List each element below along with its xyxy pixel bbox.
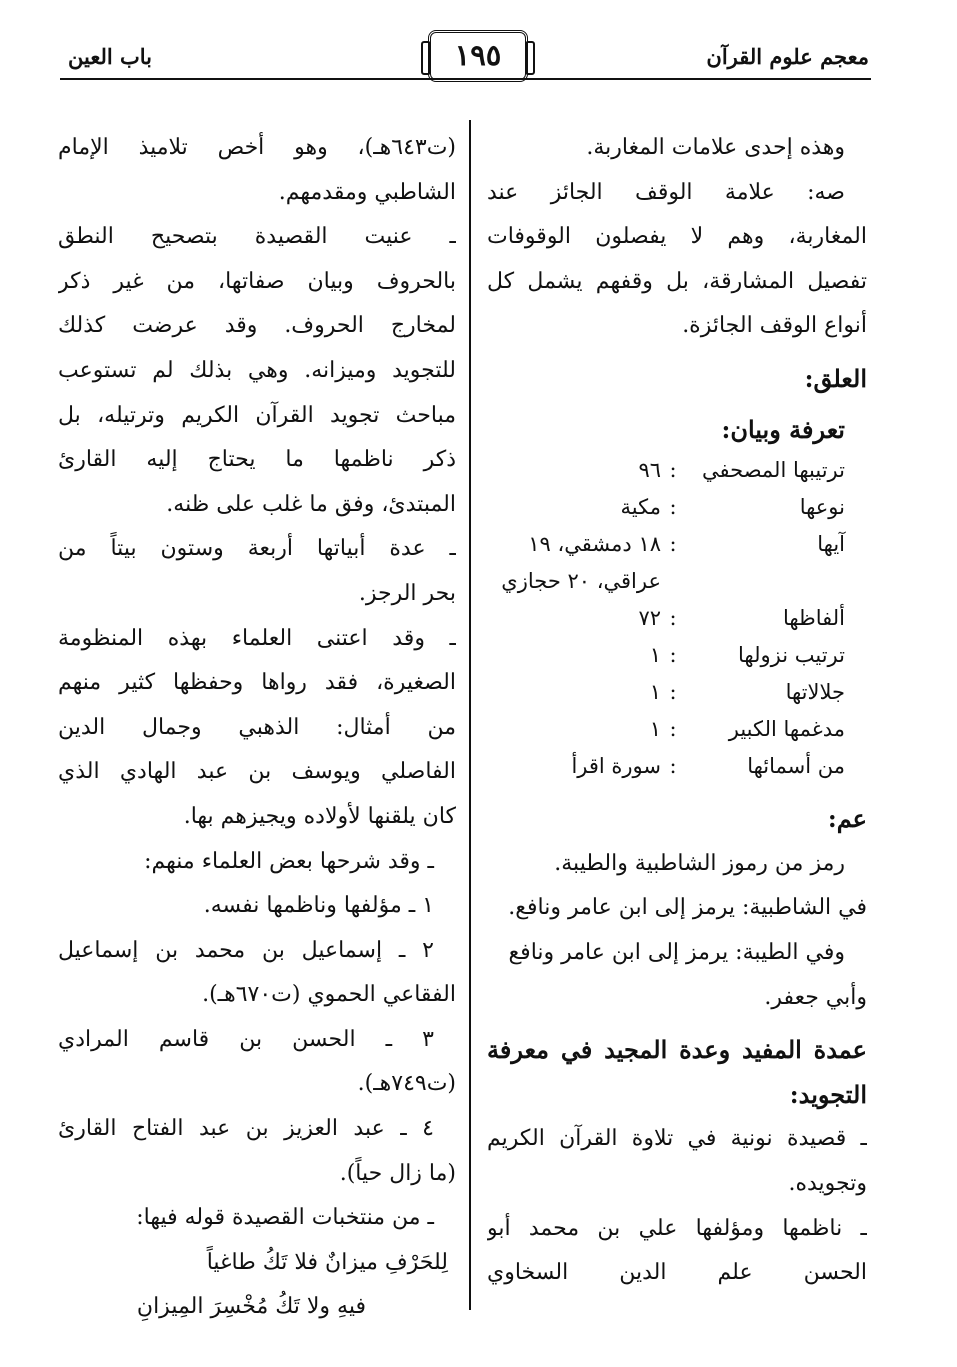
text-line: (ت٧٤٩هـ). bbox=[357, 1071, 456, 1097]
info-label: جلالاتها bbox=[785, 680, 845, 705]
info-value: ١ bbox=[649, 680, 661, 705]
info-row bbox=[487, 600, 867, 637]
info-colon: : bbox=[669, 643, 677, 668]
text-line: في الشاطبية: يرمز إلى ابن عامر ونافع. bbox=[508, 895, 867, 921]
info-value: ١ bbox=[649, 717, 661, 742]
header-rule bbox=[60, 78, 871, 80]
entry-title-am: عم: bbox=[827, 804, 867, 834]
info-row bbox=[487, 452, 867, 489]
text-line: من أمثال: الذهبي وجمال الدين bbox=[58, 714, 456, 740]
text-line: (ت٦٤٣هـ)، وهو أخص تلاميذ الإمام bbox=[58, 135, 456, 160]
info-label: من أسمائها bbox=[747, 754, 845, 779]
info-label: آيها bbox=[817, 532, 845, 557]
verse-line: فيهِ ولا تَكُ مُخْسِرَ المِيزانِ bbox=[136, 1294, 366, 1320]
text-line: لمخارج الحروف. وقد عرضت كذلك bbox=[58, 313, 456, 339]
text-line: ـ من منتخبات القصيدة قوله فيها: bbox=[136, 1205, 434, 1231]
text-line: بحر الرجز. bbox=[358, 580, 456, 606]
info-row bbox=[487, 748, 867, 785]
page-number: ١٩٥ bbox=[428, 30, 528, 82]
text-line: المبتدئ، وفق ما غلب على ظنه. bbox=[166, 491, 456, 517]
info-label: ترتيبها المصحفي bbox=[702, 458, 845, 483]
text-line: ١ ـ مؤلفها وناظمها نفسه. bbox=[203, 893, 434, 919]
text-line: ـ ناظمها ومؤلفها علي بن محمد أبو bbox=[487, 1215, 867, 1241]
verse-line: لِلحَرْفِ ميزانٌ فلا تَكُ طاغياً bbox=[206, 1249, 448, 1275]
text-line: بالحروف وبيان صفاتها، من غير ذكر bbox=[58, 268, 456, 294]
text-line: ٤ ـ عبد العزيز بن عبد الفتاح القارئ bbox=[58, 1116, 434, 1142]
info-row bbox=[487, 711, 867, 748]
text-line: صه: علامة الوقف الجائز عند bbox=[487, 179, 845, 205]
info-colon: : bbox=[669, 458, 677, 483]
entry-title-umda: عمدة المفيد وعدة المجيد في معرفة bbox=[487, 1035, 867, 1065]
info-row bbox=[487, 526, 867, 600]
surah-info-table bbox=[487, 452, 867, 785]
text-line: وأبي جعفر. bbox=[764, 984, 867, 1010]
text-line: مباحث تجويد القرآن الكريم وترتيله، بل bbox=[58, 402, 456, 428]
text-line: للتجويد وميزانه. وهي بذلك لم تستوعب bbox=[58, 357, 456, 383]
book-title: معجم علوم القرآن bbox=[706, 44, 869, 69]
text-line: وفي الطيبة: يرمز إلى ابن عامر ونافع bbox=[508, 939, 845, 965]
text-line: الفقاعي الحموي (ت٦٧٠هـ). bbox=[202, 982, 456, 1008]
info-colon: : bbox=[669, 680, 677, 705]
text-line: الحسن علم الدين السخاوي bbox=[487, 1260, 867, 1286]
text-line: وهذه إحدى علامات المغاربة. bbox=[586, 135, 845, 160]
text-line: الشاطبي ومقدمهم. bbox=[278, 179, 456, 205]
info-value: مكية bbox=[620, 495, 661, 520]
text-line: ـ وقد اعتنى العلماء بهذه المنظومة bbox=[58, 625, 456, 651]
text-line: ـ وقد شرحها بعض العلماء منهم: bbox=[144, 848, 434, 874]
text-line: ـ عنيت القصيدة بتصحيح النطق bbox=[58, 224, 456, 250]
info-row bbox=[487, 674, 867, 711]
text-line: أنواع الوقف الجائزة. bbox=[682, 313, 867, 339]
info-colon: : bbox=[669, 532, 677, 557]
right-column bbox=[487, 126, 867, 1296]
info-value: ٩٦ bbox=[638, 458, 661, 483]
info-colon: : bbox=[669, 606, 677, 631]
info-label: مدغمها الكبير bbox=[728, 717, 845, 742]
text-line: المغاربة، وهم لا يفصلون الوقوفات bbox=[487, 224, 867, 250]
text-line: ٣ ـ الحسن بن قاسم المرادي bbox=[58, 1026, 434, 1052]
text-line: ـ عدة أبياتها أربعة وستون بيتاً من bbox=[58, 536, 456, 562]
text-line: ـ قصيدة نونية في تلاوة القرآن الكريم bbox=[487, 1126, 867, 1152]
info-value: ١٨ دمشقي، ١٩ عراقي، ٢٠ حجازي bbox=[501, 532, 661, 594]
info-row bbox=[487, 637, 867, 674]
subtitle-alaq: تعرفة وبيان: bbox=[721, 414, 845, 444]
info-label: ترتيب نزولها bbox=[738, 643, 845, 668]
text-line: (ما زال حياً). bbox=[339, 1160, 456, 1186]
info-label: ألفاظها bbox=[782, 606, 845, 631]
text-line: وتجويده. bbox=[788, 1170, 867, 1196]
chapter-title: باب العين bbox=[68, 44, 153, 69]
info-colon: : bbox=[669, 717, 677, 742]
text-line: كان يلقنها لأولاده ويجيزهم بها. bbox=[183, 803, 456, 829]
text-line: تفصيل المشارقة، بل وقفهم يشمل كل bbox=[487, 268, 867, 294]
entry-title-alaq: العلق: bbox=[804, 363, 867, 393]
text-line: الفاصلي ويوسف بن عبد الهادي الذي bbox=[58, 759, 456, 785]
left-column bbox=[58, 126, 456, 1330]
text-line: الصغيرة، فقد رواها وحفظها كثير منهم bbox=[58, 670, 456, 696]
info-row bbox=[487, 489, 867, 526]
info-value: سورة اقرأ bbox=[571, 754, 661, 779]
column-divider bbox=[469, 120, 471, 1310]
text-line: ٢ ـ إسماعيل بن محمد بن إسماعيل bbox=[58, 937, 434, 963]
info-label: نوعها bbox=[799, 495, 845, 520]
info-value: ٧٢ bbox=[638, 606, 661, 631]
info-colon: : bbox=[669, 495, 677, 520]
info-colon: : bbox=[669, 754, 677, 779]
entry-title-umda-cont: التجويد: bbox=[789, 1079, 867, 1109]
info-value: ١ bbox=[649, 643, 661, 668]
text-line: رمز من رموز الشاطبية والطيبة. bbox=[554, 850, 845, 876]
text-line: ذكر ناظمها ما يحتاج إليه القارئ bbox=[58, 447, 456, 473]
